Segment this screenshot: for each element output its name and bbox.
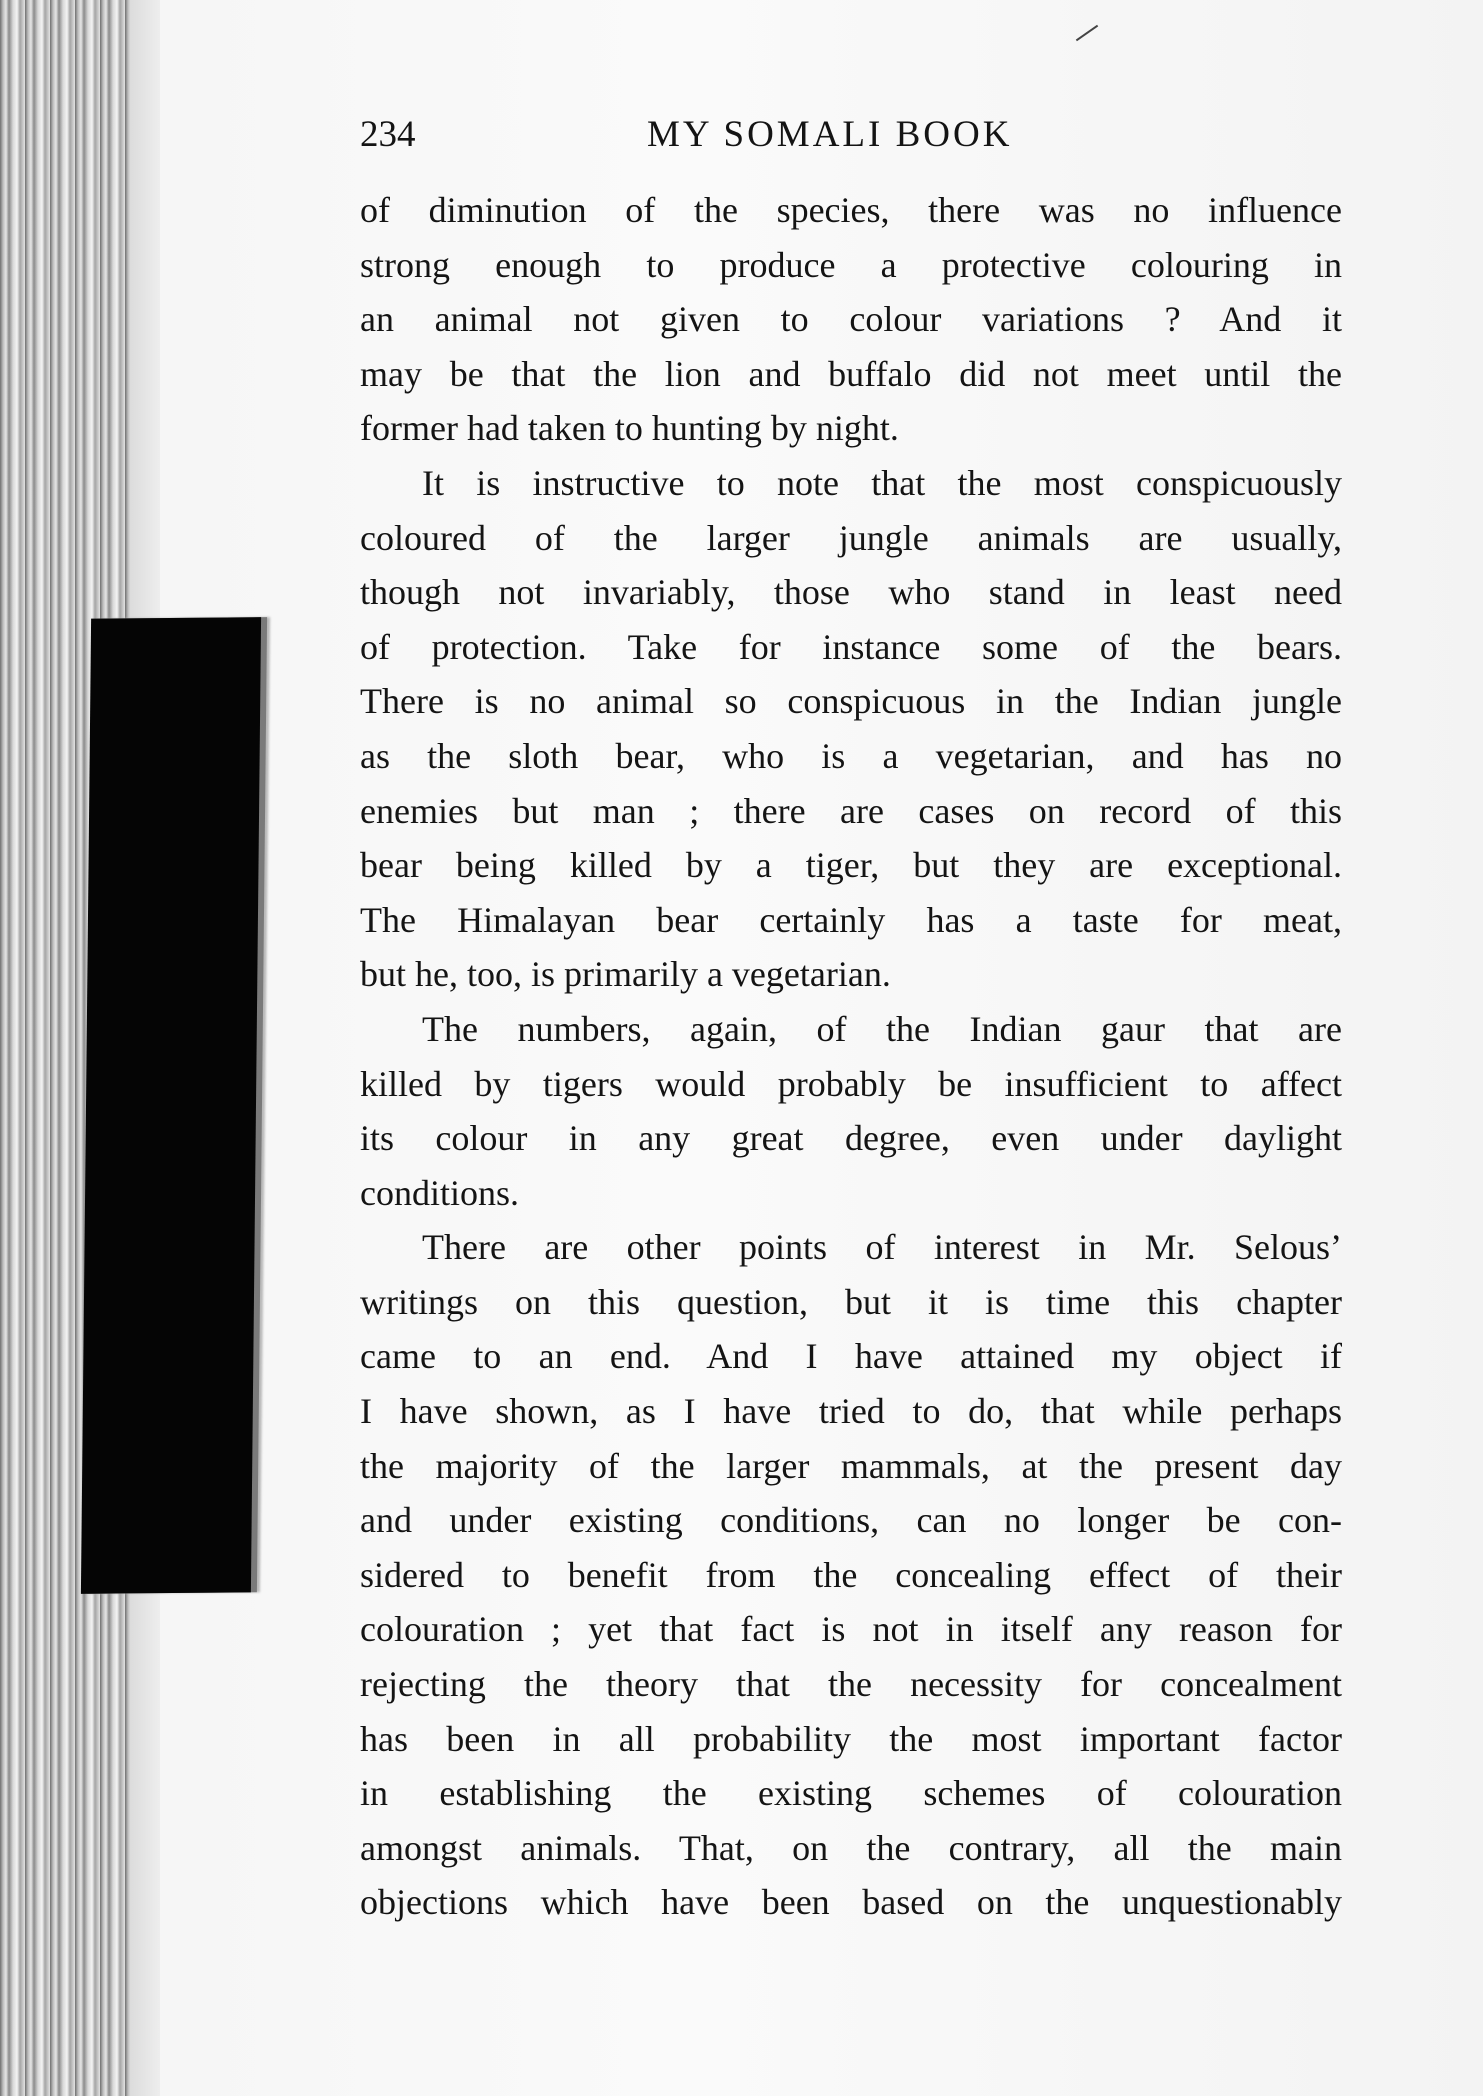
text-line: an animal not given to colour variations ? And it xyxy=(360,299,1342,340)
text-line: rejecting the theory that the necessity for concealment xyxy=(360,1664,1342,1705)
text-line: may be that the lion and buffalo did not meet until the xyxy=(360,353,1342,394)
text-line: There are other points of interest in Mr. Selous’ xyxy=(422,1227,1342,1268)
text-line: amongst animals. That, on the contrary, all the main xyxy=(360,1827,1342,1868)
text-line: in establishing the existing schemes of colouration xyxy=(360,1773,1342,1814)
text-line: bear being killed by a tiger, but they are exceptional. xyxy=(360,845,1342,886)
text-line: objections which have been based on the unquestionably xyxy=(360,1882,1342,1923)
text-line: I have shown, as I have tried to do, that while perhaps xyxy=(360,1391,1342,1432)
text-line: coloured of the larger jungle animals are usually, xyxy=(360,517,1342,558)
text-line: strong enough to produce a protective colouring in xyxy=(360,244,1342,285)
page-number: 234 xyxy=(360,114,416,155)
text-line: the majority of the larger mammals, at the present day xyxy=(360,1445,1342,1486)
text-line: came to an end. And I have attained my object if xyxy=(360,1336,1342,1377)
text-line: though not invariably, those who stand in least need xyxy=(360,572,1342,613)
text-line: sidered to benefit from the concealing effect of their xyxy=(360,1554,1342,1595)
body-text xyxy=(360,183,1342,1930)
text-line: writings on this question, but it is time this chapter xyxy=(360,1281,1342,1322)
text-line: conditions. xyxy=(360,1172,519,1213)
text-line: It is instructive to note that the most conspicuously xyxy=(422,462,1342,503)
text-line: and under existing conditions, can no longer be con- xyxy=(360,1500,1342,1541)
text-line: as the sloth bear, who is a vegetarian, and has no xyxy=(360,735,1342,776)
text-line: of protection. Take for instance some of the bears. xyxy=(360,626,1342,667)
text-line: The numbers, again, of the Indian gaur that are xyxy=(422,1008,1342,1049)
text-line: There is no animal so conspicuous in the Indian jungle xyxy=(360,681,1342,722)
text-line: former had taken to hunting by night. xyxy=(360,408,899,449)
bookmark-strip xyxy=(81,617,261,1594)
text-line: killed by tigers would probably be insufficient to affect xyxy=(360,1063,1342,1104)
book-title: MY SOMALI BOOK xyxy=(647,114,1013,155)
text-line: has been in all probability the most important factor xyxy=(360,1718,1342,1759)
running-head xyxy=(360,110,1340,160)
text-line: of diminution of the species, there was no influence xyxy=(360,190,1342,230)
text-line: colouration ; yet that fact is not in itself any reason for xyxy=(360,1609,1342,1650)
text-line: its colour in any great degree, even under daylight xyxy=(360,1118,1342,1159)
text-line: The Himalayan bear certainly has a taste for meat, xyxy=(360,899,1342,940)
text-line: but he, too, is primarily a vegetarian. xyxy=(360,954,891,995)
text-line: enemies but man ; there are cases on record of this xyxy=(360,790,1342,831)
